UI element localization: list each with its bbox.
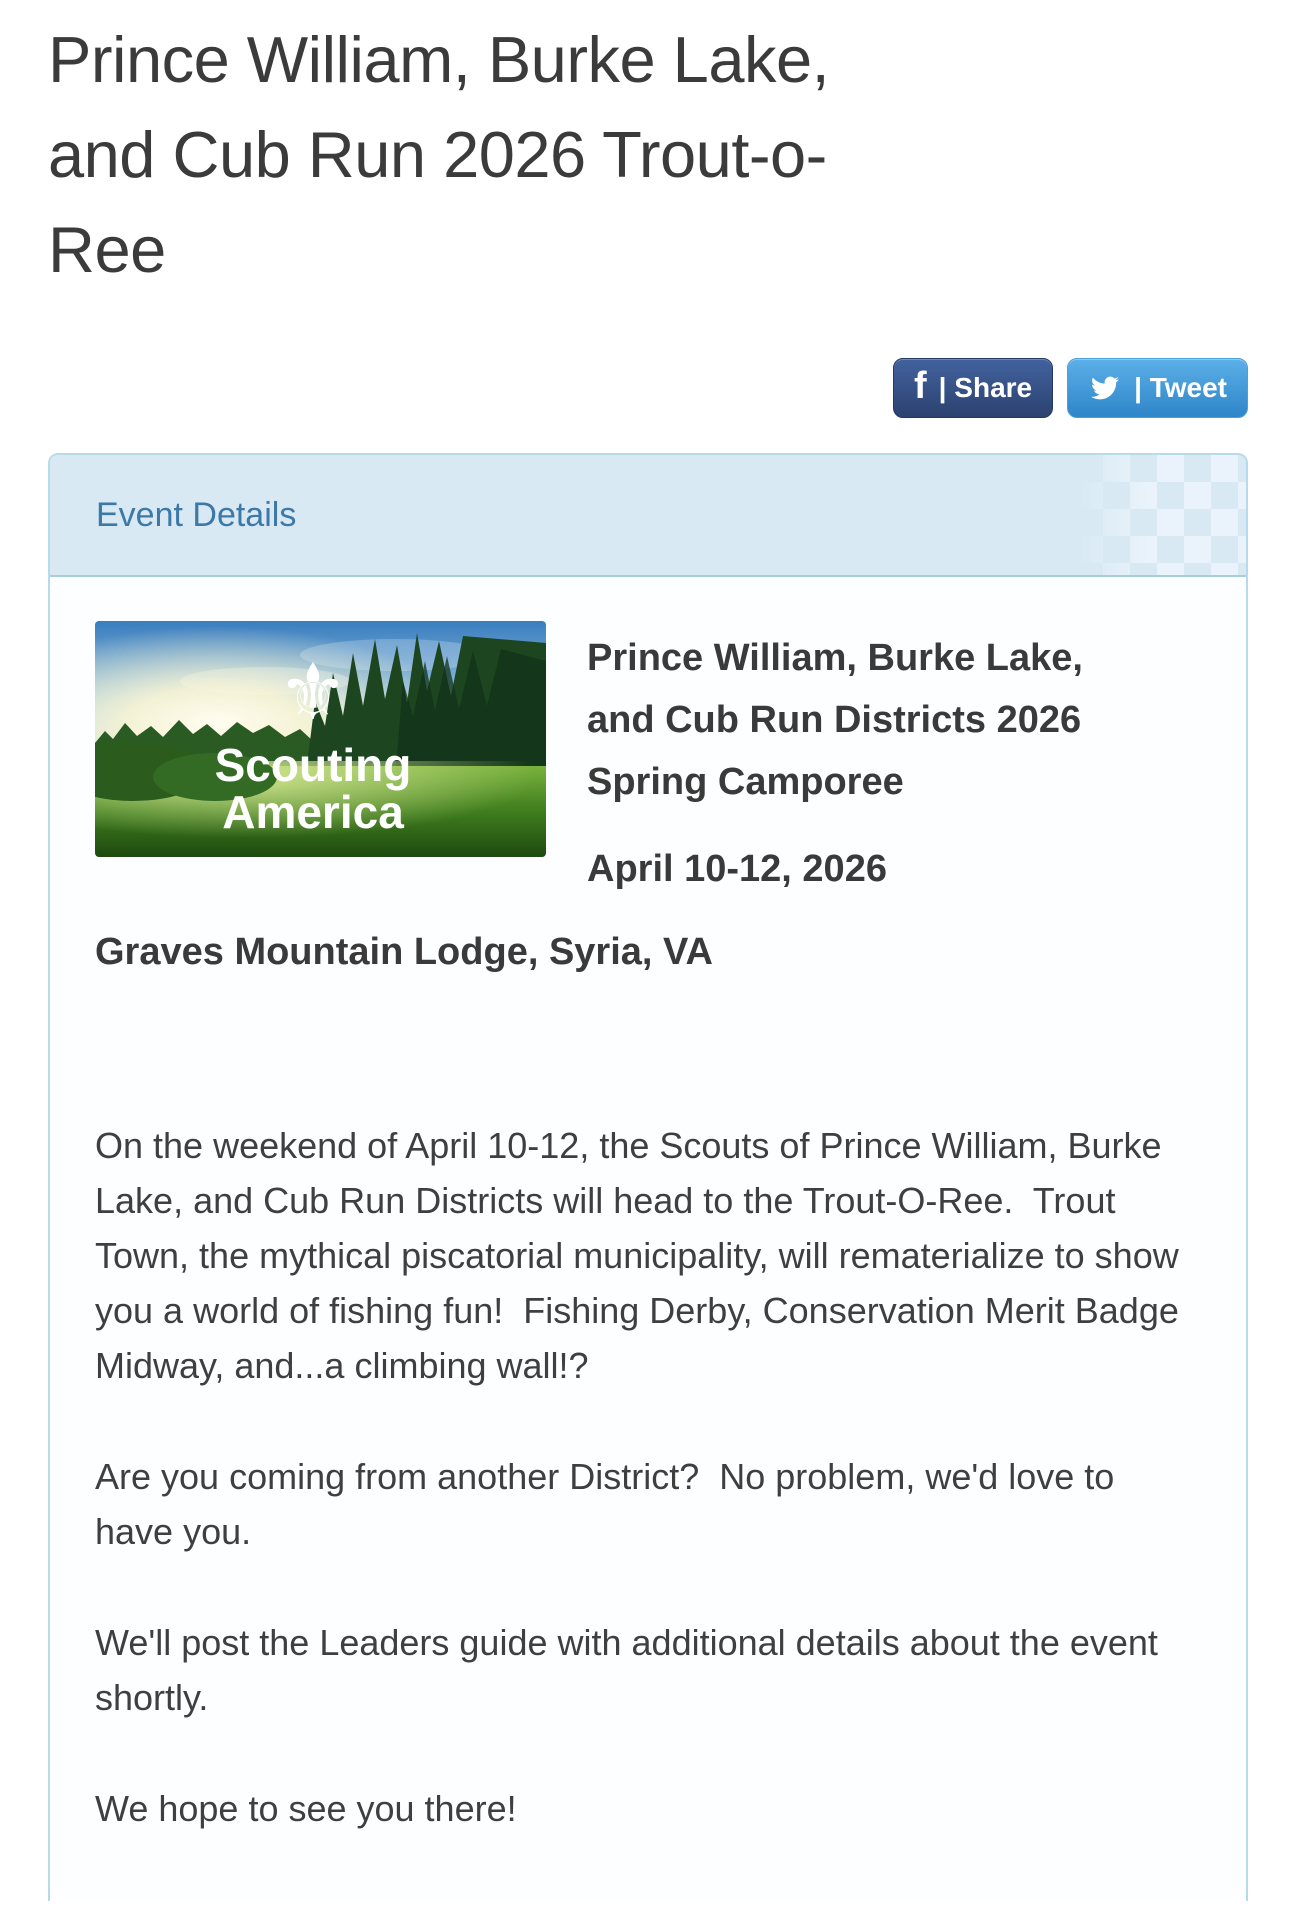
facebook-icon: f [914,365,927,407]
brand-word-america: America [222,786,404,838]
facebook-share-button[interactable] [893,358,1053,418]
event-heading-line-3: Spring Camporee [587,761,904,803]
event-details-panel [48,453,1248,1901]
page-title-line-2: and Cub Run 2026 Trout-o- [48,118,827,191]
event-details-body [50,577,1246,1899]
event-paragraph-1: On the weekend of April 10-12, the Scouts of Prince William, Burke Lake, and Cub Run Districts will head to the Trout-O-Ree. Trout Town, the mythical piscatorial municipality, will rematerialize to show you a world of fishing fun! Fishing Derby, Conservation Merit Badge Midway, and...a climbing wall!? [95,1125,1189,1386]
event-heading-column [587,621,1177,900]
event-date: April 10-12, 2026 [587,848,887,890]
twitter-tweet-button[interactable] [1067,358,1248,418]
facebook-share-label: | Share [938,372,1033,403]
event-description [95,1118,1202,1836]
event-heading-line-1: Prince William, Burke Lake, [587,637,1083,679]
event-location: Graves Mountain Lodge, Syria, VA [95,931,713,973]
event-paragraph-3: We'll post the Leaders guide with additional details about the event shortly. [95,1622,1168,1718]
twitter-tweet-label: | Tweet [1134,372,1227,403]
checkerboard-decoration [1076,455,1246,575]
page-title-line-3: Ree [48,213,166,286]
event-heading-line-2: and Cub Run Districts 2026 [587,699,1082,741]
twitter-bird-icon [1088,374,1122,402]
brand-word-scouting: Scouting [214,739,412,791]
social-share-bar [48,358,1248,418]
event-paragraph-4: We hope to see you there! [95,1788,517,1829]
scouting-america-image [95,621,546,857]
event-details-title: Event Details [96,495,297,534]
fleur-de-lis-emblem-icon: ⚜ [278,648,348,738]
event-media-row [95,621,1202,900]
event-details-header [50,455,1246,577]
page-title [48,12,1028,297]
page-title-line-1: Prince William, Burke Lake, [48,23,830,96]
page-container [48,12,1248,1901]
event-paragraph-2: Are you coming from another District? No problem, we'd love to have you. [95,1456,1125,1552]
